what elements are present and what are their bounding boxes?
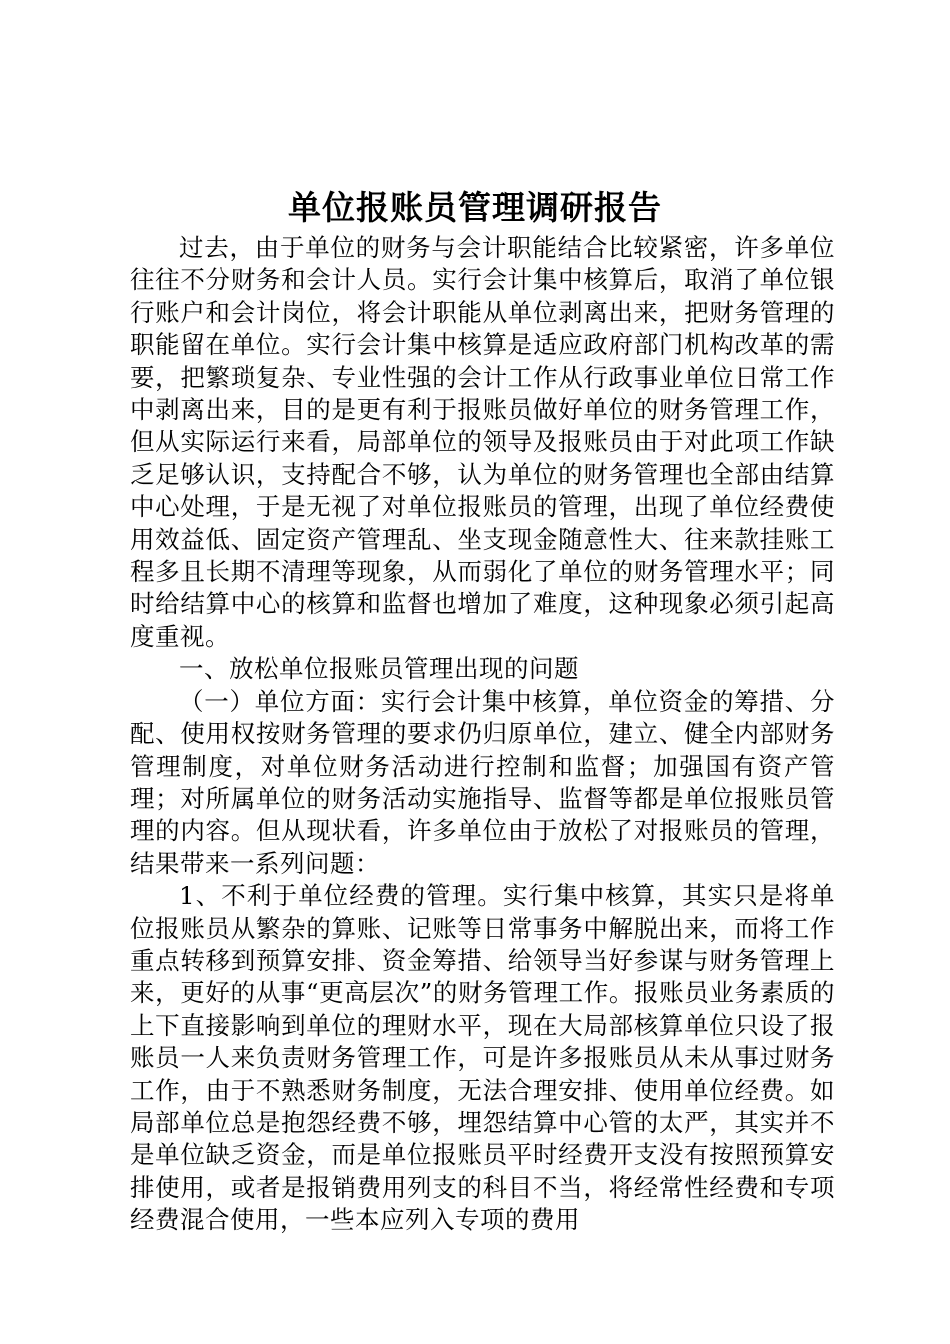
document-body — [130, 232, 835, 1237]
paragraph-unit-aspect: （一）单位方面：实行会计集中核算，单位资金的筹措、分配、使用权按财务管理的要求仍归原单位，建立、健全内部财务管理制度，对单位财务活动进行控制和监督；加强国有资产管理；对所属单位的财务活动实施指导、监督等都是单位报账员管理的内容。但从现状看，许多单位由于放松了对报账员的管理，结果带来一系列问题： — [130, 686, 835, 878]
paragraph-intro: 过去，由于单位的财务与会计职能结合比较紧密，许多单位往往不分财务和会计人员。实行会计集中核算后，取消了单位银行账户和会计岗位，将会计职能从单位剥离出来，把财务管理的职能留在单位。实行会计集中核算是适应政府部门机构改革的需要，把繁琐复杂、专业性强的会计工作从行政事业单位日常工作中剥离出来，目的是更有利于报账员做好单位的财务管理工作，但从实际运行来看，局部单位的领导及报账员由于对此项工作缺乏足够认识，支持配合不够，认为单位的财务管理也全部由结算中心处理，于是无视了对单位报账员的管理，出现了单位经费使用效益低、固定资产管理乱、坐支现金随意性大、往来款挂账工程多且长期不清理等现象，从而弱化了单位的财务管理水平；同时给结算中心的核算和监督也增加了难度，这种现象必须引起高度重视。 — [130, 233, 835, 651]
paragraph-point-1: 1、不利于单位经费的管理。实行集中核算，其实只是将单位报账员从繁杂的算账、记账等日常事务中解脱出来，而将工作重点转移到预算安排、资金筹措、给领导当好参谋与财务管理上来，更好的从事“更高层次”的财务管理工作。报账员业务素质的上下直接影响到单位的理财水平，现在大局部核算单位只设了报账员一人来负责财务管理工作，可是许多报账员从未从事过财务工作，由于不熟悉财务制度，无法合理安排、使用单位经费。如局部单位总是抱怨经费不够，埋怨结算中心管的太严，其实并不是单位缺乏资金，而是单位报账员平时经费开支没有按照预算安排使用，或者是报销费用列支的科目不当，将经常性经费和专项经费混合使用，一些本应列入专项的费用 — [130, 881, 835, 1235]
section-heading: 一、放松单位报账员管理出现的问题 — [179, 654, 579, 684]
document-title: 单位报账员管理调研报告 — [288, 188, 662, 227]
